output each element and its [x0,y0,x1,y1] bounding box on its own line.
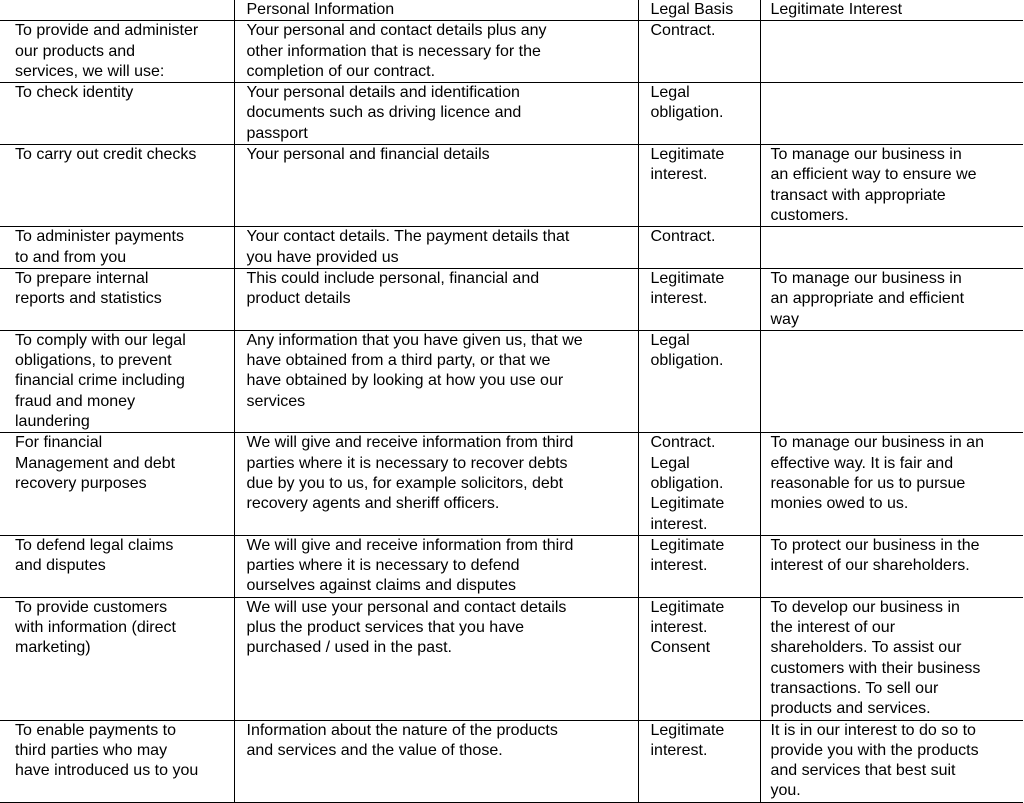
legitimate-interest-cell [760,21,1023,83]
legitimate-interest-cell [760,227,1023,269]
legal-basis-cell: Legitimate interest. [638,720,760,802]
legitimate-interest-cell: To manage our business in an efficient way to ensure we transact with appropriate customers. [760,145,1023,227]
purpose-cell: To check identity [0,83,234,145]
header-purpose [0,0,234,21]
purpose-cell: To provide customers with information (direct marketing) [0,597,234,720]
table-row [0,227,1023,269]
header-row [0,0,1023,21]
legitimate-interest-cell: To protect our business in the interest of our shareholders. [760,535,1023,597]
table-row [0,268,1023,330]
table-row [0,597,1023,720]
header-legal-basis: Legal Basis [638,0,760,21]
table-row [0,433,1023,535]
purpose-cell: For financial Management and debt recovery purposes [0,433,234,535]
legal-basis-cell: Legal obligation. [638,83,760,145]
legitimate-interest-cell [760,83,1023,145]
personal-info-cell: Any information that you have given us, that we have obtained from a third party, or that we have obtained by looking at how you use our services [234,330,638,432]
legal-basis-cell: Legitimate interest. Consent [638,597,760,720]
header-personal-information: Personal Information [234,0,638,21]
personal-info-cell: Your personal details and identification documents such as driving licence and passport [234,83,638,145]
personal-info-cell: Your contact details. The payment details that you have provided us [234,227,638,269]
purpose-cell: To prepare internal reports and statistics [0,268,234,330]
legitimate-interest-cell: It is in our interest to do so to provide you with the products and services that best suit you. [760,720,1023,802]
personal-info-cell: Your personal and contact details plus any other information that is necessary for the completion of our contract. [234,21,638,83]
purpose-cell: To administer payments to and from you [0,227,234,269]
legal-basis-cell: Legitimate interest. [638,535,760,597]
personal-info-cell: Information about the nature of the products and services and the value of those. [234,720,638,802]
purpose-cell: To defend legal claims and disputes [0,535,234,597]
legal-basis-cell: Contract. Legal obligation. Legitimate interest. [638,433,760,535]
table-row [0,535,1023,597]
legal-basis-cell: Legitimate interest. [638,268,760,330]
table-row [0,720,1023,802]
legal-basis-cell: Contract. [638,227,760,269]
legitimate-interest-cell: To manage our business in an effective way. It is fair and reasonable for us to pursue monies owed to us. [760,433,1023,535]
legitimate-interest-cell [760,330,1023,432]
table-row [0,83,1023,145]
personal-info-cell: We will use your personal and contact details plus the product services that you have purchased / used in the past. [234,597,638,720]
purpose-cell: To carry out credit checks [0,145,234,227]
purpose-cell: To comply with our legal obligations, to prevent financial crime including fraud and money laundering [0,330,234,432]
table-row [0,330,1023,432]
legal-basis-cell: Contract. [638,21,760,83]
personal-info-cell: We will give and receive information from third parties where it is necessary to recover debts due by you to us, for example solicitors, debt recovery agents and sheriff officers. [234,433,638,535]
purpose-cell: To provide and administer our products and services, we will use: [0,21,234,83]
personal-info-cell: This could include personal, financial and product details [234,268,638,330]
legal-basis-cell: Legitimate interest. [638,145,760,227]
personal-info-cell: Your personal and financial details [234,145,638,227]
personal-info-cell: We will give and receive information from third parties where it is necessary to defend ourselves against claims and disputes [234,535,638,597]
header-legitimate-interest: Legitimate Interest [760,0,1023,21]
table-row [0,21,1023,83]
legitimate-interest-cell: To develop our business in the interest of our shareholders. To assist our customers with their business transactions. To sell our products and services. [760,597,1023,720]
legal-basis-cell: Legal obligation. [638,330,760,432]
purpose-cell: To enable payments to third parties who may have introduced us to you [0,720,234,802]
table-row [0,145,1023,227]
legitimate-interest-cell: To manage our business in an appropriate and efficient way [760,268,1023,330]
